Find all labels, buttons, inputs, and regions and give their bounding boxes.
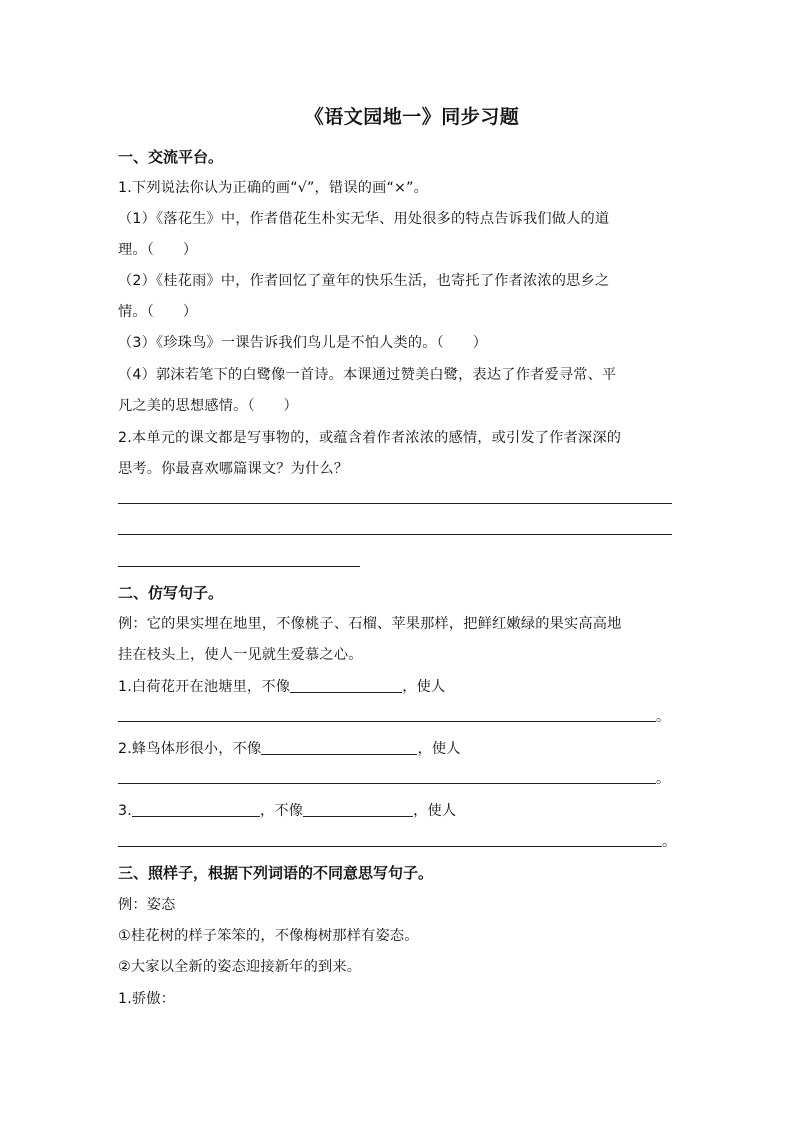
sentence2-prefix: 2.蜂鸟体形很小，不像 — [118, 741, 262, 757]
sentence3-answer-line[interactable] — [118, 846, 662, 847]
sentence2-suffix: ，使人 — [417, 741, 461, 757]
example-word: 例：姿态 — [118, 897, 176, 913]
section3-heading: 三、照样子，根据下列词语的不同意思写句子。 — [118, 864, 434, 882]
item2-line1: （2）《桂花雨》中，作者回忆了童年的快乐生活，也寄托了作者浓浓的思乡之 — [118, 273, 610, 289]
section2-heading: 二、仿写句子。 — [118, 584, 224, 602]
item2-line2: 情。（ ） — [118, 304, 198, 320]
page-title: 《语文园地一》同步习题 — [304, 106, 520, 128]
item4-line1: （4）郭沫若笔下的白鹭像一首诗。本课通过赞美白鹭，表达了作者爱寻常、平 — [118, 367, 617, 383]
item4-line2: 凡之美的思想感情。（ ） — [118, 398, 298, 414]
sentence1-blank[interactable] — [290, 677, 402, 693]
example-sentence-2: ②大家以全新的姿态迎接新年的到来。 — [118, 959, 362, 975]
question2-line1: 2.本单元的课文都是写事物的，或蕴含着作者浓浓的感情，或引发了作者深深的 — [118, 430, 622, 446]
item1-line2: 理。（ ） — [118, 242, 198, 258]
sentence3-prefix: 3. — [118, 803, 132, 819]
answer-line-1[interactable] — [118, 503, 672, 504]
sentence3-end-mark: 。 — [662, 834, 677, 850]
example-sentence-1: ①桂花树的样子笨笨的，不像梅树那样有姿态。 — [118, 928, 419, 944]
sentence1-line — [118, 676, 678, 696]
sentence2-answer-line[interactable] — [118, 783, 656, 784]
item3-line: （3）《珍珠鸟》一课告诉我们鸟儿是不怕人类的。（ ） — [118, 335, 488, 351]
example-line1: 例：它的果实埋在地里，不像桃子、石榴、苹果那样，把鲜红嫩绿的果实高高地 — [118, 616, 622, 632]
sentence3-suffix: ，使人 — [413, 803, 457, 819]
sentence1-end-mark: 。 — [656, 709, 671, 725]
sentence1-answer-line[interactable] — [118, 721, 656, 722]
item1-line1: （1）《落花生》中，作者借花生朴实无华、用处很多的特点告诉我们做人的道 — [118, 211, 610, 227]
sentence2-line — [118, 738, 678, 758]
section1-heading: 一、交流平台。 — [118, 148, 224, 166]
sentence3-line — [118, 800, 678, 820]
sentence1-prefix: 1.白荷花开在池塘里，不像 — [118, 679, 291, 695]
sentence2-end-mark: 。 — [656, 771, 671, 787]
sentence3-mid: ，不像 — [259, 803, 304, 819]
sentence1-suffix: ，使人 — [402, 679, 446, 695]
question1-intro: 1.下列说法你认为正确的画“√”，错误的画“×”。 — [118, 180, 429, 196]
answer-line-2[interactable] — [118, 534, 672, 535]
sentence3-blank-1[interactable] — [132, 801, 260, 817]
sentence2-blank[interactable] — [261, 739, 417, 755]
question2-line2: 思考。你最喜欢哪篇课文？为什么？ — [118, 461, 349, 477]
answer-line-3[interactable] — [118, 566, 360, 567]
example-line2: 挂在枝头上，使人一见就生爱慕之心。 — [118, 647, 363, 663]
sentence3-blank-2[interactable] — [303, 801, 413, 817]
question-word-1: 1.骄傲： — [118, 991, 176, 1007]
